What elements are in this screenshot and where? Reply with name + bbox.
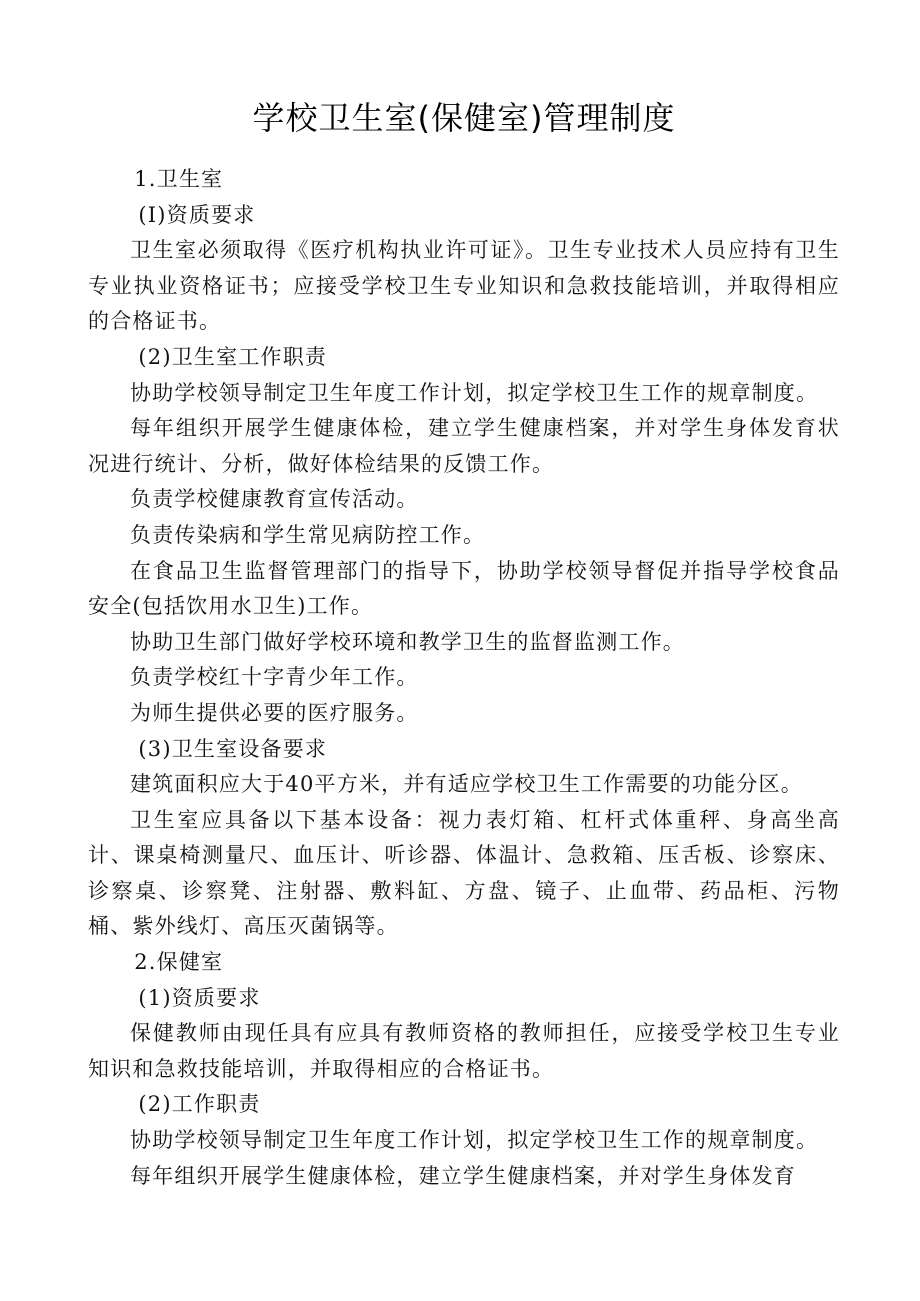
subsection-heading: (3)卫生室设备要求 — [138, 736, 328, 761]
paragraph: 为师生提供必要的医疗服务。 — [130, 700, 419, 725]
document-page — [88, 96, 840, 1194]
paragraph: 保健教师由现任具有应具有教师资格的教师担任，应接受学校卫生专业知识和急救技能培训，并取得相应的合格证书。 — [88, 1021, 840, 1081]
paragraph: 协助学校领导制定卫生年度工作计划，拟定学校卫生工作的规章制度。 — [130, 1128, 819, 1153]
section-heading: 1.卫生室 — [134, 167, 224, 191]
paragraph: 卫生室应具备以下基本设备：视力表灯箱、杠杆式体重秤、身高坐高计、课桌椅测量尺、血压计、听诊器、体温计、急救箱、压舌板、诊察床、诊察桌、诊察凳、注射器、敷料缸、方盘、镜子、止血带、药品柜、污物桶、紫外线灯、高压灭菌锅等。 — [88, 807, 840, 939]
paragraph: 负责学校红十字青少年工作。 — [130, 665, 419, 690]
paragraph: 建筑面积应大于40平方米，并有适应学校卫生工作需要的功能分区。 — [130, 772, 803, 797]
paragraph: 协助卫生部门做好学校环境和教学卫生的监督监测工作。 — [130, 629, 685, 654]
paragraph: 卫生室必须取得《医疗机构执业许可证》。卫生专业技术人员应持有卫生专业执业资格证书；应接受学校卫生专业知识和急救技能培训，并取得相应的合格证书。 — [88, 238, 840, 334]
paragraph: 每年组织开展学生健康体检，建立学生健康档案，并对学生身体发育 — [130, 1163, 796, 1188]
paragraph: 协助学校领导制定卫生年度工作计划，拟定学校卫生工作的规章制度。 — [130, 380, 819, 405]
paragraph: 在食品卫生监督管理部门的指导下，协助学校领导督促并指导学校食品安全(包括饮用水卫生)工作。 — [88, 558, 840, 619]
document-title: 学校卫生室(保健室)管理制度 — [252, 99, 676, 137]
paragraph: 负责传染病和学生常见病防控工作。 — [130, 522, 486, 547]
paragraph: 每年组织开展学生健康体检，建立学生健康档案，并对学生身体发育状况进行统计、分析，做好体检结果的反馈工作。 — [88, 416, 840, 476]
subsection-heading: (I)资质要求 — [138, 202, 256, 227]
section-heading: 2.保健室 — [134, 950, 224, 975]
subsection-heading: (1)资质要求 — [138, 985, 261, 1010]
subsection-heading: (2)卫生室工作职责 — [138, 344, 328, 369]
subsection-heading: (2)工作职责 — [138, 1092, 261, 1117]
paragraph: 负责学校健康教育宣传活动。 — [130, 487, 419, 512]
